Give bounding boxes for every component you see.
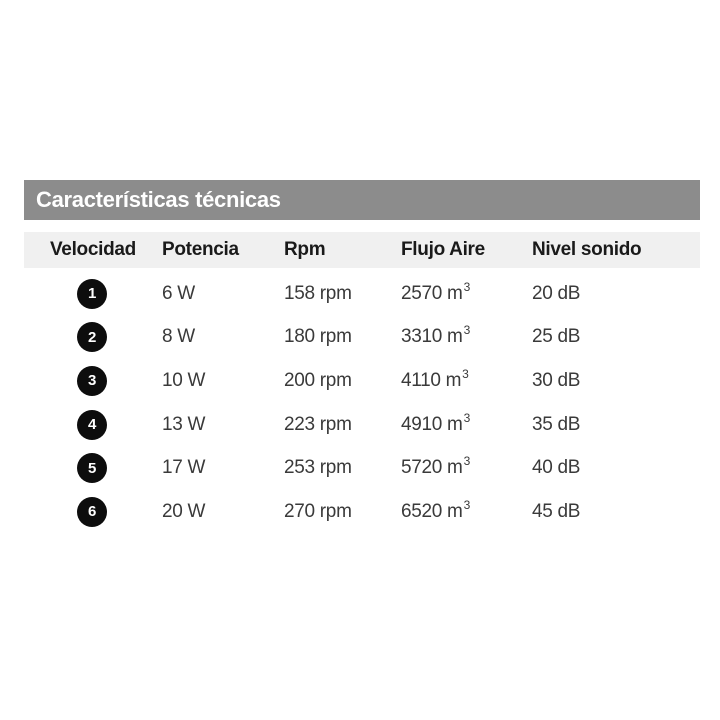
- noise-cell: 45 dB: [532, 500, 581, 522]
- table-row: [24, 403, 700, 447]
- flow-cell: [401, 279, 532, 305]
- header-rpm: Rpm: [284, 239, 326, 260]
- header-potencia: Potencia: [162, 239, 239, 260]
- section-title: Características técnicas: [24, 180, 700, 220]
- speed-badge: 2: [77, 322, 107, 352]
- flow-value: 4110 m: [401, 369, 462, 391]
- flow-exponent: 3: [463, 279, 470, 294]
- rpm-cell: 180 rpm: [284, 326, 352, 348]
- specs-panel: [24, 180, 700, 534]
- flow-cell: [401, 410, 532, 436]
- flow-exponent: 3: [463, 323, 470, 338]
- power-cell: 6 W: [162, 282, 195, 304]
- speed-badge: 6: [77, 497, 107, 527]
- power-cell: 13 W: [162, 413, 206, 435]
- table-row: [24, 446, 700, 490]
- speed-badge: 4: [77, 410, 107, 440]
- table-row: [24, 316, 700, 360]
- flow-exponent: 3: [463, 410, 470, 425]
- flow-cell: [401, 497, 532, 523]
- noise-cell: 40 dB: [532, 457, 581, 479]
- power-cell: 8 W: [162, 326, 195, 348]
- flow-cell: [401, 323, 532, 348]
- header-velocidad: Velocidad: [49, 239, 136, 260]
- speed-badge: 5: [77, 453, 107, 483]
- rpm-cell: 253 rpm: [284, 457, 352, 479]
- rpm-cell: 270 rpm: [284, 500, 352, 522]
- speed-cell: [24, 410, 162, 440]
- noise-cell: 30 dB: [532, 369, 581, 391]
- speed-cell: [24, 279, 162, 309]
- table-row: [24, 359, 700, 403]
- flow-value: 2570 m: [401, 282, 463, 304]
- flow-exponent: 3: [463, 454, 470, 469]
- noise-cell: 25 dB: [532, 326, 581, 348]
- flow-cell: [401, 366, 532, 392]
- rpm-cell: 200 rpm: [284, 369, 352, 391]
- flow-value: 4910 m: [401, 413, 463, 435]
- power-cell: 20 W: [162, 500, 206, 522]
- flow-exponent: 3: [463, 497, 470, 512]
- table-row: [24, 272, 700, 316]
- header-nivel-sonido: Nivel sonido: [532, 239, 642, 260]
- header-flujo-aire: Flujo Aire: [401, 239, 485, 260]
- speed-cell: [24, 453, 162, 483]
- noise-cell: 20 dB: [532, 282, 581, 304]
- flow-cell: [401, 454, 532, 479]
- table-header-row: [24, 232, 700, 268]
- rpm-cell: 223 rpm: [284, 413, 352, 435]
- flow-value: 3310 m: [401, 326, 463, 348]
- rpm-cell: 158 rpm: [284, 282, 352, 304]
- noise-cell: 35 dB: [532, 413, 581, 435]
- speed-cell: [24, 497, 162, 527]
- power-cell: 17 W: [162, 457, 206, 479]
- speed-badge: 3: [77, 366, 107, 396]
- table-row: [24, 490, 700, 534]
- flow-value: 5720 m: [401, 457, 463, 479]
- flow-exponent: 3: [462, 366, 469, 381]
- speed-cell: [24, 366, 162, 396]
- speed-cell: [24, 322, 162, 352]
- flow-value: 6520 m: [401, 500, 463, 522]
- power-cell: 10 W: [162, 369, 206, 391]
- speed-badge: 1: [77, 279, 107, 309]
- table-body: [24, 272, 700, 534]
